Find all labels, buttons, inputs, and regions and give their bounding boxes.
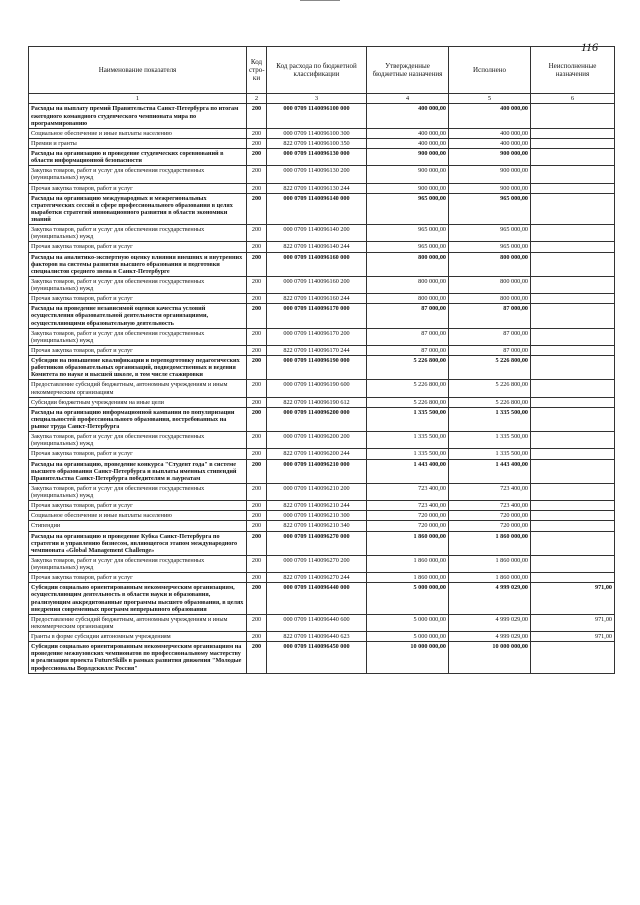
row-unexecuted-amount: 971,00 xyxy=(531,583,615,615)
row-unexecuted-amount xyxy=(531,483,615,500)
row-line-code: 200 xyxy=(247,380,267,397)
row-approved-amount: 1 860 000,00 xyxy=(367,555,449,572)
row-budget-code: 000 0709 1140096170 000 xyxy=(267,304,367,328)
row-line-code: 200 xyxy=(247,276,267,293)
row-name: Прочая закупка товаров, работ и услуг xyxy=(29,183,247,193)
row-line-code: 200 xyxy=(247,449,267,459)
row-budget-code: 822 0709 1140096130 244 xyxy=(267,183,367,193)
row-name: Предоставление субсидий бюджетным, автономным учреждениям и иным некоммерческим организациям xyxy=(29,614,247,631)
row-approved-amount: 720 000,00 xyxy=(367,511,449,521)
table-row xyxy=(29,555,615,572)
row-line-code: 200 xyxy=(247,149,267,166)
row-unexecuted-amount xyxy=(531,449,615,459)
row-name: Расходы на организацию и проведение студенческих соревнований в области информационной безопасности xyxy=(29,149,247,166)
row-budget-code: 822 0709 1140096140 244 xyxy=(267,242,367,252)
row-unexecuted-amount xyxy=(531,276,615,293)
row-name: Закупка товаров, работ и услуг для обеспечения государственных (муниципальных) нужд xyxy=(29,328,247,345)
row-executed-amount: 400 000,00 xyxy=(449,128,531,138)
header-unexecuted: Неисполненные назначения xyxy=(531,47,615,94)
column-number: 6 xyxy=(531,94,615,104)
row-approved-amount: 1 335 500,00 xyxy=(367,432,449,449)
row-unexecuted-amount xyxy=(531,501,615,511)
row-budget-code: 822 0709 1140096100 350 xyxy=(267,138,367,148)
row-executed-amount: 10 000 000,00 xyxy=(449,642,531,674)
row-unexecuted-amount xyxy=(531,345,615,355)
row-name: Расходы на проведение независимой оценки качества условий осуществления образовательной деятельности организациями, осуществляющими образовательную деятельность xyxy=(29,304,247,328)
row-name: Стипендии xyxy=(29,521,247,531)
table-row xyxy=(29,252,615,276)
row-approved-amount: 87 000,00 xyxy=(367,304,449,328)
row-unexecuted-amount xyxy=(531,642,615,674)
table-row xyxy=(29,149,615,166)
row-line-code: 200 xyxy=(247,294,267,304)
row-unexecuted-amount xyxy=(531,521,615,531)
row-name: Расходы на организацию международных и межрегиональных стратегических сессий в сфере профессионального образования в целях выработки стратегий инновационного развития в области экономики знаний xyxy=(29,193,247,225)
table-row xyxy=(29,511,615,521)
table-row xyxy=(29,632,615,642)
header-name: Наименование показателя xyxy=(29,47,247,94)
row-line-code: 200 xyxy=(247,531,267,555)
row-budget-code: 822 0709 1140096210 340 xyxy=(267,521,367,531)
row-budget-code: 822 0709 1140096440 623 xyxy=(267,632,367,642)
row-name: Субсидии на повышение квалификации и переподготовку педагогических работников образовательных организаций, подведомственных и ведения Комитета по науке и высшей школе, в том числе стажировки xyxy=(29,356,247,380)
row-budget-code: 000 0709 1140096270 000 xyxy=(267,531,367,555)
row-unexecuted-amount xyxy=(531,459,615,483)
row-budget-code: 000 0709 1140096450 000 xyxy=(267,642,367,674)
column-number: 3 xyxy=(267,94,367,104)
row-executed-amount: 723 400,00 xyxy=(449,483,531,500)
row-executed-amount: 800 000,00 xyxy=(449,252,531,276)
row-approved-amount: 720 000,00 xyxy=(367,521,449,531)
row-name: Прочая закупка товаров, работ и услуг xyxy=(29,345,247,355)
table-row xyxy=(29,225,615,242)
row-executed-amount: 87 000,00 xyxy=(449,328,531,345)
row-executed-amount: 900 000,00 xyxy=(449,166,531,183)
row-approved-amount: 5 000 000,00 xyxy=(367,583,449,615)
row-budget-code: 822 0709 1140096200 244 xyxy=(267,449,367,459)
row-budget-code: 000 0709 1140096210 200 xyxy=(267,483,367,500)
row-name: Закупка товаров, работ и услуг для обеспечения государственных (муниципальных) нужд xyxy=(29,483,247,500)
row-budget-code: 000 0709 1140096100 300 xyxy=(267,128,367,138)
row-approved-amount: 800 000,00 xyxy=(367,276,449,293)
row-executed-amount: 5 226 800,00 xyxy=(449,356,531,380)
row-executed-amount: 4 999 029,00 xyxy=(449,632,531,642)
row-budget-code: 000 0709 1140096210 300 xyxy=(267,511,367,521)
row-line-code: 200 xyxy=(247,252,267,276)
row-unexecuted-amount xyxy=(531,166,615,183)
row-unexecuted-amount xyxy=(531,356,615,380)
row-name: Закупка товаров, работ и услуг для обеспечения государственных (муниципальных) нужд xyxy=(29,432,247,449)
row-approved-amount: 965 000,00 xyxy=(367,225,449,242)
row-approved-amount: 1 860 000,00 xyxy=(367,573,449,583)
row-name: Прочая закупка товаров, работ и услуг xyxy=(29,501,247,511)
header-line: Код стро-ки xyxy=(247,47,267,94)
row-executed-amount: 1 335 500,00 xyxy=(449,432,531,449)
row-approved-amount: 1 335 500,00 xyxy=(367,407,449,431)
row-executed-amount: 1 335 500,00 xyxy=(449,407,531,431)
row-executed-amount: 400 000,00 xyxy=(449,138,531,148)
row-executed-amount: 1 860 000,00 xyxy=(449,573,531,583)
row-budget-code: 000 0709 1140096200 200 xyxy=(267,432,367,449)
row-executed-amount: 900 000,00 xyxy=(449,183,531,193)
row-executed-amount: 1 335 500,00 xyxy=(449,449,531,459)
row-unexecuted-amount xyxy=(531,531,615,555)
row-unexecuted-amount xyxy=(531,380,615,397)
row-approved-amount: 87 000,00 xyxy=(367,328,449,345)
scan-top-mark xyxy=(0,0,640,4)
row-approved-amount: 5 226 800,00 xyxy=(367,397,449,407)
table-row xyxy=(29,397,615,407)
row-name: Гранты в форме субсидии автономным учреждениям xyxy=(29,632,247,642)
row-executed-amount: 400 000,00 xyxy=(449,104,531,128)
row-name: Социальное обеспечение и иные выплаты населению xyxy=(29,128,247,138)
row-executed-amount: 965 000,00 xyxy=(449,242,531,252)
row-budget-code: 000 0709 1140096170 200 xyxy=(267,328,367,345)
row-approved-amount: 1 335 500,00 xyxy=(367,449,449,459)
row-budget-code: 822 0709 1140096210 244 xyxy=(267,501,367,511)
row-budget-code: 000 0709 1140096100 000 xyxy=(267,104,367,128)
row-line-code: 200 xyxy=(247,483,267,500)
row-name: Расходы на организацию и проведение Кубка Санкт-Петербурга по стратегии и управлению бизнесом, являющегося этапом международного чемпионата «Global Management Challenge» xyxy=(29,531,247,555)
row-unexecuted-amount xyxy=(531,242,615,252)
table-row xyxy=(29,483,615,500)
row-approved-amount: 800 000,00 xyxy=(367,252,449,276)
row-unexecuted-amount xyxy=(531,128,615,138)
table-row xyxy=(29,276,615,293)
row-executed-amount: 4 999 029,00 xyxy=(449,583,531,615)
row-line-code: 200 xyxy=(247,459,267,483)
row-name: Премии и гранты xyxy=(29,138,247,148)
table-row xyxy=(29,407,615,431)
row-name: Субсидии социально ориентированным некоммерческим организациям, осуществляющим деятельность в области науки и образования, реализующим аккредитованные программы высшего образования, в целях внедрения современных программ непрерывного образования xyxy=(29,583,247,615)
row-name: Прочая закупка товаров, работ и услуг xyxy=(29,573,247,583)
row-approved-amount: 5 000 000,00 xyxy=(367,632,449,642)
row-line-code: 200 xyxy=(247,573,267,583)
row-executed-amount: 87 000,00 xyxy=(449,304,531,328)
table-row xyxy=(29,642,615,674)
row-unexecuted-amount xyxy=(531,328,615,345)
row-approved-amount: 400 000,00 xyxy=(367,138,449,148)
row-line-code: 200 xyxy=(247,345,267,355)
row-unexecuted-amount xyxy=(531,149,615,166)
header-executed: Исполнено xyxy=(449,47,531,94)
column-number: 1 xyxy=(29,94,247,104)
table-body xyxy=(29,104,615,673)
row-budget-code: 000 0709 1140096140 000 xyxy=(267,193,367,225)
row-line-code: 200 xyxy=(247,328,267,345)
table-row xyxy=(29,380,615,397)
row-line-code: 200 xyxy=(247,511,267,521)
row-unexecuted-amount xyxy=(531,193,615,225)
row-unexecuted-amount xyxy=(531,573,615,583)
row-budget-code: 822 0709 1140096190 612 xyxy=(267,397,367,407)
row-name: Закупка товаров, работ и услуг для обеспечения государственных (муниципальных) нужд xyxy=(29,276,247,293)
row-approved-amount: 1 443 400,00 xyxy=(367,459,449,483)
row-executed-amount: 800 000,00 xyxy=(449,276,531,293)
row-executed-amount: 965 000,00 xyxy=(449,225,531,242)
table-row xyxy=(29,242,615,252)
row-budget-code: 822 0709 1140096170 244 xyxy=(267,345,367,355)
row-approved-amount: 900 000,00 xyxy=(367,149,449,166)
row-executed-amount: 1 860 000,00 xyxy=(449,555,531,572)
row-budget-code: 000 0709 1140096440 600 xyxy=(267,614,367,631)
row-unexecuted-amount xyxy=(531,294,615,304)
row-budget-code: 000 0709 1140096160 200 xyxy=(267,276,367,293)
table-row xyxy=(29,104,615,128)
row-budget-code: 000 0709 1140096130 200 xyxy=(267,166,367,183)
row-budget-code: 000 0709 1140096270 200 xyxy=(267,555,367,572)
row-line-code: 200 xyxy=(247,356,267,380)
row-approved-amount: 965 000,00 xyxy=(367,193,449,225)
row-name: Предоставление субсидий бюджетным, автономным учреждениям и иным некоммерческим организациям xyxy=(29,380,247,397)
row-budget-code: 000 0709 1140096190 000 xyxy=(267,356,367,380)
row-approved-amount: 87 000,00 xyxy=(367,345,449,355)
table-row xyxy=(29,128,615,138)
row-line-code: 200 xyxy=(247,397,267,407)
column-number-row xyxy=(29,94,615,104)
row-approved-amount: 5 226 800,00 xyxy=(367,356,449,380)
row-name: Прочая закупка товаров, работ и услуг xyxy=(29,294,247,304)
row-approved-amount: 800 000,00 xyxy=(367,294,449,304)
table-row xyxy=(29,583,615,615)
row-unexecuted-amount xyxy=(531,555,615,572)
row-approved-amount: 400 000,00 xyxy=(367,128,449,138)
table-row xyxy=(29,193,615,225)
row-unexecuted-amount: 971,00 xyxy=(531,614,615,631)
row-unexecuted-amount xyxy=(531,183,615,193)
row-executed-amount: 5 226 800,00 xyxy=(449,397,531,407)
column-number: 2 xyxy=(247,94,267,104)
row-line-code: 200 xyxy=(247,555,267,572)
budget-execution-table xyxy=(28,46,615,674)
row-unexecuted-amount xyxy=(531,432,615,449)
row-line-code: 200 xyxy=(247,614,267,631)
row-line-code: 200 xyxy=(247,304,267,328)
row-line-code: 200 xyxy=(247,104,267,128)
header-approved: Утвержденные бюджетные назначения xyxy=(367,47,449,94)
row-unexecuted-amount xyxy=(531,407,615,431)
row-approved-amount: 10 000 000,00 xyxy=(367,642,449,674)
row-unexecuted-amount: 971,00 xyxy=(531,632,615,642)
row-line-code: 200 xyxy=(247,432,267,449)
row-budget-code: 000 0709 1140096200 000 xyxy=(267,407,367,431)
table-row xyxy=(29,356,615,380)
table-row xyxy=(29,345,615,355)
row-line-code: 200 xyxy=(247,138,267,148)
row-unexecuted-amount xyxy=(531,252,615,276)
row-line-code: 200 xyxy=(247,242,267,252)
row-line-code: 200 xyxy=(247,166,267,183)
row-name: Закупка товаров, работ и услуг для обеспечения государственных (муниципальных) нужд xyxy=(29,555,247,572)
row-line-code: 200 xyxy=(247,521,267,531)
row-unexecuted-amount xyxy=(531,397,615,407)
row-approved-amount: 5 000 000,00 xyxy=(367,614,449,631)
table-row xyxy=(29,166,615,183)
row-approved-amount: 723 400,00 xyxy=(367,501,449,511)
table-row xyxy=(29,614,615,631)
row-executed-amount: 1 443 400,00 xyxy=(449,459,531,483)
row-executed-amount: 720 000,00 xyxy=(449,521,531,531)
column-number: 4 xyxy=(367,94,449,104)
row-executed-amount: 4 999 029,00 xyxy=(449,614,531,631)
row-name: Субсидии бюджетным учреждениям на иные цели xyxy=(29,397,247,407)
row-budget-code: 000 0709 1140096140 200 xyxy=(267,225,367,242)
row-line-code: 200 xyxy=(247,501,267,511)
row-unexecuted-amount xyxy=(531,138,615,148)
table-row xyxy=(29,449,615,459)
row-budget-code: 822 0709 1140096160 244 xyxy=(267,294,367,304)
table-row xyxy=(29,459,615,483)
table-row xyxy=(29,183,615,193)
row-approved-amount: 965 000,00 xyxy=(367,242,449,252)
row-executed-amount: 1 860 000,00 xyxy=(449,531,531,555)
header-code: Код расхода по бюджетной классификации xyxy=(267,47,367,94)
row-executed-amount: 720 000,00 xyxy=(449,511,531,521)
row-executed-amount: 965 000,00 xyxy=(449,193,531,225)
row-line-code: 200 xyxy=(247,407,267,431)
row-budget-code: 000 0709 1140096440 000 xyxy=(267,583,367,615)
row-name: Закупка товаров, работ и услуг для обеспечения государственных (муниципальных) нужд xyxy=(29,166,247,183)
row-line-code: 200 xyxy=(247,128,267,138)
row-line-code: 200 xyxy=(247,642,267,674)
row-name: Расходы на выплату премий Правительства Санкт-Петербурга по итогам ежегодного командного студенческого чемпионата мира по программированию xyxy=(29,104,247,128)
table-row xyxy=(29,521,615,531)
row-name: Социальное обеспечение и иные выплаты населению xyxy=(29,511,247,521)
row-executed-amount: 800 000,00 xyxy=(449,294,531,304)
row-name: Субсидии социально ориентированным некоммерческим организациям на проведение межвузовских чемпионатов по профессиональному мастерству и реализации проекта FutureSkills в рамках развития движения "Молодые профессионалы Ворлдскиллс Россия" xyxy=(29,642,247,674)
page-number: 116 xyxy=(580,40,598,54)
row-budget-code: 000 0709 1140096130 000 xyxy=(267,149,367,166)
row-approved-amount: 400 000,00 xyxy=(367,104,449,128)
row-budget-code: 000 0709 1140096190 600 xyxy=(267,380,367,397)
row-name: Закупка товаров, работ и услуг для обеспечения государственных (муниципальных) нужд xyxy=(29,225,247,242)
table-row xyxy=(29,304,615,328)
row-line-code: 200 xyxy=(247,632,267,642)
row-unexecuted-amount xyxy=(531,511,615,521)
row-line-code: 200 xyxy=(247,183,267,193)
row-unexecuted-amount xyxy=(531,104,615,128)
row-line-code: 200 xyxy=(247,193,267,225)
row-approved-amount: 723 400,00 xyxy=(367,483,449,500)
row-line-code: 200 xyxy=(247,583,267,615)
row-budget-code: 000 0709 1140096210 000 xyxy=(267,459,367,483)
row-approved-amount: 1 860 000,00 xyxy=(367,531,449,555)
row-name: Расходы на аналитико-экспертную оценку влияния внешних и внутренних факторов на системы развития высшего образования и подготовки специалистов среднего звена в Санкт-Петербурге xyxy=(29,252,247,276)
row-budget-code: 000 0709 1140096160 000 xyxy=(267,252,367,276)
row-line-code: 200 xyxy=(247,225,267,242)
row-budget-code: 822 0709 1140096270 244 xyxy=(267,573,367,583)
row-executed-amount: 723 400,00 xyxy=(449,501,531,511)
row-name: Расходы на организацию информационной кампании по популяризации специальностей профессионального образования, востребованных на рынке труда Санкт-Петербурга xyxy=(29,407,247,431)
row-executed-amount: 5 226 800,00 xyxy=(449,380,531,397)
table-row xyxy=(29,432,615,449)
table-row xyxy=(29,501,615,511)
table-row xyxy=(29,531,615,555)
row-approved-amount: 900 000,00 xyxy=(367,183,449,193)
row-approved-amount: 900 000,00 xyxy=(367,166,449,183)
table-header-row xyxy=(29,47,615,94)
row-approved-amount: 5 226 800,00 xyxy=(367,380,449,397)
table-row xyxy=(29,328,615,345)
row-unexecuted-amount xyxy=(531,225,615,242)
table-row xyxy=(29,138,615,148)
row-name: Прочая закупка товаров, работ и услуг xyxy=(29,242,247,252)
row-executed-amount: 87 000,00 xyxy=(449,345,531,355)
row-name: Прочая закупка товаров, работ и услуг xyxy=(29,449,247,459)
row-unexecuted-amount xyxy=(531,304,615,328)
column-number: 5 xyxy=(449,94,531,104)
table-row xyxy=(29,573,615,583)
table-row xyxy=(29,294,615,304)
row-name: Расходы на организацию, проведение конкурса "Студент года" в системе высшего образования Санкт-Петербурга и выплаты именных стипендий Правительства Санкт-Петербурга победителям и лауреатам xyxy=(29,459,247,483)
row-executed-amount: 900 000,00 xyxy=(449,149,531,166)
